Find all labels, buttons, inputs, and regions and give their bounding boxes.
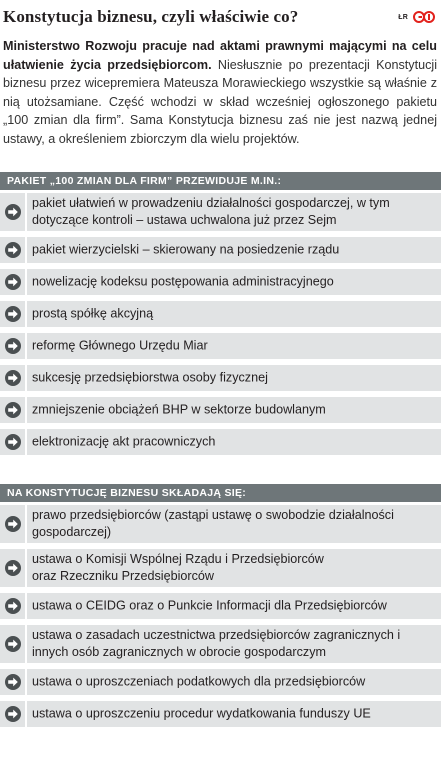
list-item — [0, 365, 441, 391]
list-item — [0, 701, 441, 727]
list-item — [0, 669, 441, 695]
row-divider — [25, 549, 27, 587]
page-title: Konstytucja biznesu, czyli właściwie co? — [3, 7, 299, 26]
list-item-label: prawo przedsiębiorców (zastąpi ustawę o swobodzie działalności gospodarczej) — [32, 508, 394, 539]
intro-body: Niesłusznie po prezentacji Konstytucji biznesu przez wicepremiera Mateusza Morawieckiego wszystkie są właśnie z nią utożsamiane. Część wchodzi w skład wcześniej ogłoszonego pakietu „100 zmian dla firm”. Sama Konstytucja biznesu zaś nie jest nazwą jednej ustawy, a określeniem zbiorczym dla wielu projektów. — [3, 57, 437, 146]
intro-paragraph — [3, 37, 437, 148]
list-item-label: pakiet wierzycielski – skierowany na posiedzenie rządu — [32, 242, 340, 257]
arrow-right-circle-icon — [4, 673, 22, 691]
row-divider — [25, 593, 27, 619]
list-item-label: ustawa o uproszczeniu procedur wydatkowania funduszy UE — [32, 706, 371, 721]
arrow-right-circle-icon — [4, 337, 22, 355]
arrow-right-circle-icon — [0, 237, 25, 263]
row-divider — [25, 269, 27, 295]
row-divider — [25, 429, 27, 455]
section-header-konstytucja: NA KONSTYTUCJĘ BIZNESU SKŁADAJĄ SIĘ: — [0, 484, 441, 502]
arrow-right-circle-icon — [4, 515, 22, 533]
arrow-right-circle-icon — [0, 549, 25, 587]
arrow-right-circle-icon — [0, 365, 25, 391]
list-item-label: ustawa o zasadach uczestnictwa przedsiębiorców zagranicznych i innych osób zagranicznych w obrocie gospodarczym — [32, 628, 401, 659]
arrow-right-circle-icon — [0, 593, 25, 619]
arrow-right-circle-icon — [4, 597, 22, 615]
arrow-right-circle-icon — [0, 301, 25, 327]
list-item — [0, 397, 441, 423]
arrow-right-circle-icon — [4, 241, 22, 259]
list-item — [0, 333, 441, 359]
arrow-right-circle-icon — [0, 269, 25, 295]
list-item — [0, 505, 441, 543]
row-divider — [25, 237, 27, 263]
author-initials: ŁR — [398, 13, 408, 21]
list-item — [0, 193, 441, 231]
title-row — [0, 0, 441, 30]
row-divider — [25, 701, 27, 727]
arrow-right-circle-icon — [4, 401, 22, 419]
arrow-right-circle-icon — [0, 193, 25, 231]
section-header-100-zmian: PAKIET „100 ZMIAN DLA FIRM” PRZEWIDUJE M.IN.: — [0, 172, 441, 190]
list-item-label: elektronizację akt pracowniczych — [32, 434, 216, 449]
list-item-label: sukcesję przedsiębiorstwa osoby fizycznej — [32, 370, 268, 385]
arrow-right-circle-icon — [4, 433, 22, 451]
arrow-right-circle-icon — [4, 203, 22, 221]
row-divider — [25, 625, 27, 663]
list-item — [0, 429, 441, 455]
arrow-right-circle-icon — [0, 429, 25, 455]
arrow-right-circle-icon — [4, 705, 22, 723]
arrow-right-circle-icon — [4, 305, 22, 323]
list-item — [0, 549, 441, 587]
arrow-right-circle-icon — [4, 635, 22, 653]
arrow-right-circle-icon — [0, 505, 25, 543]
list-item-label: reformę Głównego Urzędu Miar — [32, 338, 208, 353]
arrow-right-circle-icon — [4, 559, 22, 577]
list-item-label: pakiet ułatwień w prowadzeniu działalności gospodarczej, w tym dotyczące kontroli – ustawa uchwalona już przez Sejm — [32, 196, 390, 227]
gp-logo-icon — [413, 11, 435, 23]
list-item — [0, 593, 441, 619]
arrow-right-circle-icon — [0, 397, 25, 423]
row-divider — [25, 333, 27, 359]
list-item — [0, 625, 441, 663]
arrow-right-circle-icon — [4, 273, 22, 291]
list-item-label: ustawa o CEIDG oraz o Punkcie Informacji dla Przedsiębiorców — [32, 598, 387, 613]
list-item-label: nowelizację kodeksu postępowania administracyjnego — [32, 274, 334, 289]
arrow-right-circle-icon — [4, 369, 22, 387]
row-divider — [25, 193, 27, 231]
arrow-right-circle-icon — [0, 669, 25, 695]
list-item — [0, 237, 441, 263]
arrow-right-circle-icon — [0, 625, 25, 663]
list-item — [0, 301, 441, 327]
brand — [398, 11, 435, 23]
list-item — [0, 269, 441, 295]
intro-lead: Ministerstwo Rozwoju pracuje nad aktami prawnymi mającymi na celu ułatwienie życia przedsiębiorcom. — [3, 39, 437, 72]
list-item-label: ustawa o uproszczeniach podatkowych dla przedsiębiorców — [32, 674, 366, 689]
row-divider — [25, 669, 27, 695]
row-divider — [25, 397, 27, 423]
list-item-label: prostą spółkę akcyjną — [32, 306, 154, 321]
arrow-right-circle-icon — [0, 701, 25, 727]
list-item-label: zmniejszenie obciążeń BHP w sektorze budowlanym — [32, 402, 326, 417]
row-divider — [25, 505, 27, 543]
arrow-right-circle-icon — [0, 333, 25, 359]
row-divider — [25, 301, 27, 327]
list-item-label: ustawa o Komisji Wspólnej Rządu i Przedsiębiorców oraz Rzeczniku Przedsiębiorców — [32, 552, 324, 583]
row-divider — [25, 365, 27, 391]
